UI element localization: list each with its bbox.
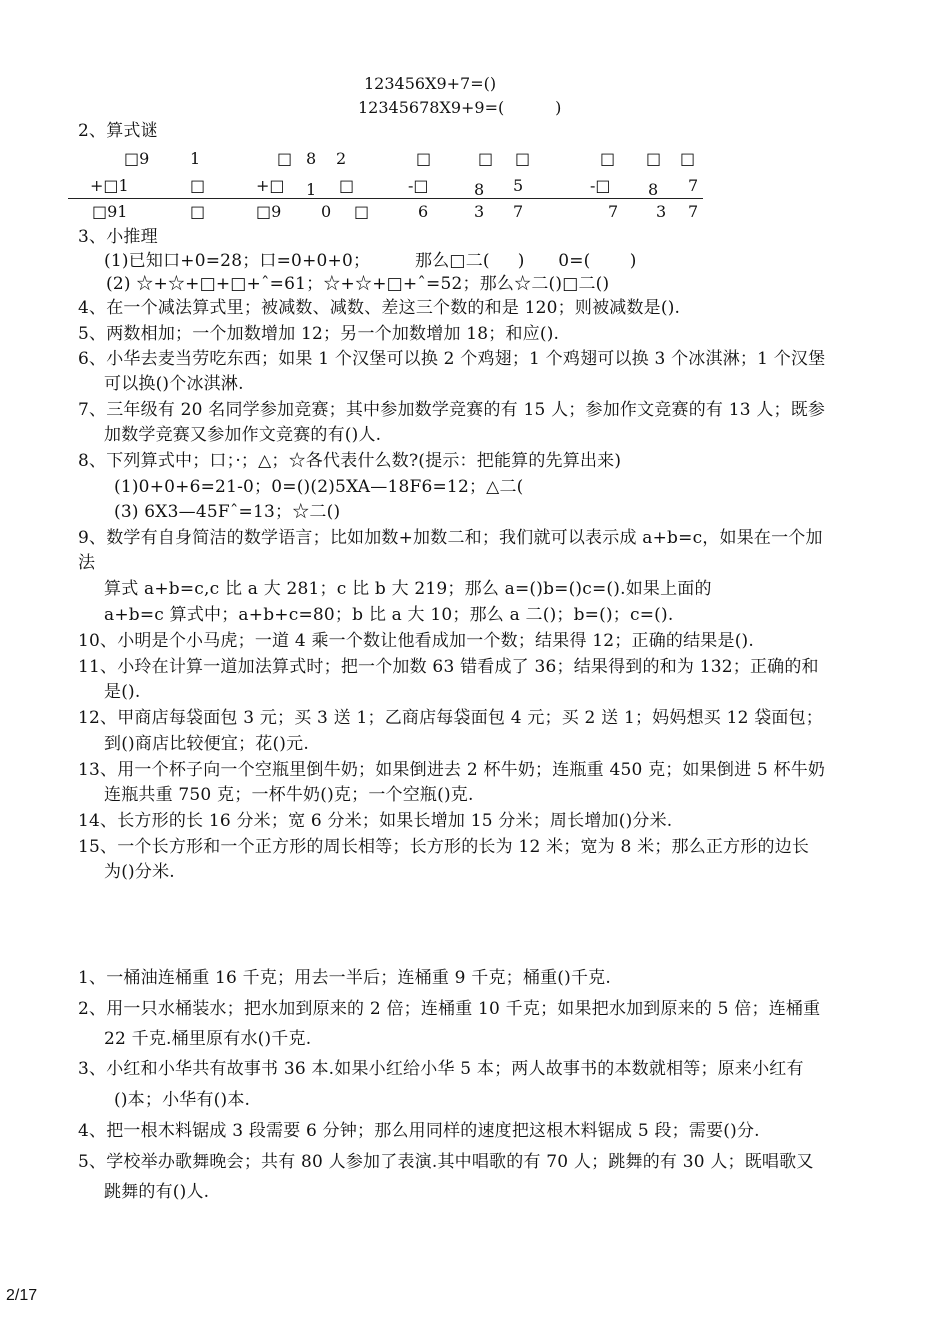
puzzle-cell: 5 [513, 176, 524, 195]
puzzle-cell: +□1 [90, 176, 129, 195]
puzzle-cell: □ [646, 149, 662, 168]
text-line: 连瓶共重 750 克；一杯牛奶()克；一个空瓶()克. [104, 785, 474, 805]
puzzle-cell: □ [190, 202, 206, 221]
puzzle-cell: □ [416, 149, 432, 168]
puzzle-cell: 8 [306, 149, 317, 168]
equation-line: 12345678X9+9=( ) [358, 98, 562, 117]
equation-line: 123456X9+7=() [364, 74, 497, 93]
section-title: 2、算式谜 [78, 121, 158, 141]
puzzle-cell: 1 [306, 180, 317, 199]
puzzle-cell: 8 [648, 180, 659, 199]
puzzle-cell: -□ [408, 176, 429, 195]
puzzle-cell: +□ [256, 176, 285, 195]
text-line: 10、小明是个小马虎；一道 4 乘一个数让他看成加一个数；结果得 12；正确的结果是(). [78, 631, 754, 651]
text-line: 跳舞的有()人. [104, 1182, 210, 1202]
text-line: 加数学竞赛又参加作文竞赛的有()人. [104, 425, 382, 445]
text-line: 法 [78, 553, 96, 573]
puzzle-cell: 2 [336, 149, 347, 168]
text-line: 4、在一个减法算式里；被减数、减数、差这三个数的和是 120；则被减数是(). [78, 298, 681, 318]
text-line: (2) ☆+☆+□+□+ˆ=61；☆+☆+□+ˆ=52；那么☆二()□二() [106, 274, 610, 294]
text-line: 12、甲商店每袋面包 3 元；买 3 送 1；乙商店每袋面包 4 元；买 2 送 1；妈妈想买 12 袋面包； [78, 708, 824, 728]
text-line: 算式 a+b=c,c 比 a 大 281；c 比 b 大 219；那么 a=()b=()c=().如果上面的 [104, 579, 712, 599]
text-line: 到()商店比较便宜；花()元. [104, 734, 309, 754]
puzzle-cell: 3 [474, 202, 485, 221]
text-line: 13、用一个杯子向一个空瓶里倒牛奶；如果倒进去 2 杯牛奶；连瓶重 450 克；如果倒进 5 杯牛奶 [78, 760, 826, 780]
puzzle-cell: □ [339, 176, 355, 195]
puzzle-cell: -□ [590, 176, 611, 195]
puzzle-cell: □ [680, 149, 696, 168]
text-line: 5、两数相加；一个加数增加 12；另一个加数增加 18；和应(). [78, 324, 560, 344]
text-line: 3、小红和小华共有故事书 36 本.如果小红给小华 5 本；两人故事书的本数就相等；原来小红有 [78, 1059, 804, 1079]
puzzle-cell: □ [600, 149, 616, 168]
text-line: 8、下列算式中；口；·；△；☆各代表什么数?(提示：把能算的先算出来) [78, 451, 622, 471]
puzzle-cell: □ [277, 149, 293, 168]
puzzle-cell: 7 [513, 202, 524, 221]
text-line: 15、一个长方形和一个正方形的周长相等；长方形的长为 12 米；宽为 8 米；那么正方形的边长 [78, 837, 810, 857]
puzzle-cell: 0 [321, 202, 332, 221]
puzzle-cell: 7 [608, 202, 619, 221]
puzzle-cell: □ [354, 202, 370, 221]
text-line: 是(). [104, 682, 141, 702]
page-number: 2/17 [6, 1287, 38, 1304]
puzzle-cell: □9 [256, 202, 282, 221]
text-line: (1)0+0+6=21-0；0=()(2)5XA—18F6=12；△二( [114, 477, 524, 497]
text-line: 7、三年级有 20 名同学参加竞赛；其中参加数学竞赛的有 15 人；参加作文竞赛的有 13 人；既参 [78, 400, 826, 420]
text-line: 可以换()个冰淇淋. [104, 374, 244, 394]
text-line: 11、小玲在计算一道加法算式时；把一个加数 63 错看成了 36；结果得到的和为 132；正确的和 [78, 657, 819, 677]
text-line: 3、小推理 [78, 227, 158, 247]
puzzle-cell: 7 [688, 176, 699, 195]
puzzle-cell: □ [478, 149, 494, 168]
puzzle-cell: 3 [656, 202, 667, 221]
text-line: 为()分米. [104, 862, 175, 882]
text-line: 5、学校举办歌舞晚会；共有 80 人参加了表演.其中唱歌的有 70 人；跳舞的有 30 人；既唱歌又 [78, 1152, 814, 1172]
puzzle-cell: 8 [474, 180, 485, 199]
text-line: 9、数学有自身简洁的数学语言；比如加数+加数二和；我们就可以表示成 a+b=c，如果在一个加 [78, 528, 823, 548]
text-line: 6、小华去麦当劳吃东西；如果 1 个汉堡可以换 2 个鸡翅；1 个鸡翅可以换 3 个冰淇淋；1 个汉堡 [78, 349, 826, 369]
text-line: (1)已知口+0=28；口=0+0+0； 那么□二( ) 0=( ) [104, 251, 637, 271]
text-line: 4、把一根木料锯成 3 段需要 6 分钟；那么用同样的速度把这根木料锯成 5 段；需要()分. [78, 1121, 760, 1141]
sum-divider-line [68, 198, 703, 199]
text-line: ()本；小华有()本. [114, 1090, 251, 1110]
puzzle-cell: □ [190, 176, 206, 195]
puzzle-cell: 6 [418, 202, 429, 221]
puzzle-cell: □9 [124, 149, 150, 168]
puzzle-cell: □91 [92, 202, 128, 221]
text-line: 1、一桶油连桶重 16 千克；用去一半后；连桶重 9 千克；桶重()千克. [78, 968, 611, 988]
text-line: 2、用一只水桶装水；把水加到原来的 2 倍；连桶重 10 千克；如果把水加到原来的 5 倍；连桶重 [78, 999, 821, 1019]
text-line: 14、长方形的长 16 分米；宽 6 分米；如果长增加 15 分米；周长增加()分米. [78, 811, 673, 831]
text-line: (3) 6X3—45Fˆ=13；☆二() [114, 502, 341, 522]
puzzle-cell: 7 [688, 202, 699, 221]
text-line: a+b=c 算式中；a+b+c=80；b 比 a 大 10；那么 a 二()；b=()；c=(). [104, 605, 674, 625]
text-line: 22 千克.桶里原有水()千克. [104, 1029, 312, 1049]
puzzle-cell: □ [515, 149, 531, 168]
puzzle-cell: 1 [190, 149, 201, 168]
